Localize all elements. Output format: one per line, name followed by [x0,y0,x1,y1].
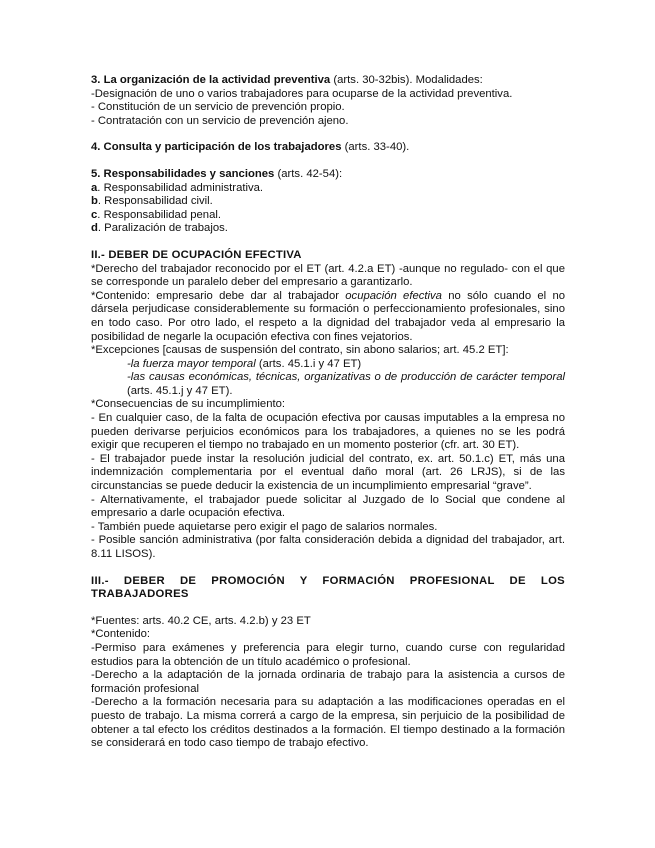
section-iii-heading: III.- DEBER DE PROMOCIÓN Y FORMACIÓN PROFESIONAL DE LOS TRABAJADORES [91,574,565,601]
item-letter: b [91,195,98,208]
section-3-item: -Designación de uno o varios trabajadores para ocuparse de la actividad preventiva. [91,87,513,100]
section-5-rest: (arts. 42-54): [274,167,343,180]
section-4-rest: (arts. 33-40). [341,141,410,154]
exception-item: -la fuerza mayor temporal (arts. 45.1.i y 47 ET) [127,357,362,370]
consequence-item: - También puede aquietarse pero exigir el pago de salarios normales. [91,520,438,533]
section-5-title: 5. Responsabilidades y sanciones [91,167,275,180]
section-3-title: . La organización de la actividad preventiva [97,74,331,86]
section-ii-paragraph: *Derecho del trabajador reconocido por el ET (art. 4.2.a ET) -aunque no regulado- con el que se corresponde un paralelo deber del empresario a garantizarlo. [91,262,565,289]
emphasis: ocupación efectiva [345,289,442,302]
section-3-number: 3 [91,74,98,86]
section-ii-excepciones: *Excepciones [causas de suspensión del contrato, sin abono salarios; art. 45.2 ET]: [91,344,509,357]
section-3-rest: (arts. 30-32bis). Modalidades: [330,74,483,86]
section-3-item: - Contratación con un servicio de prevención ajeno. [91,114,349,127]
section-4-heading [91,141,565,155]
exception-item: -las causas económicas, técnicas, organizativas o de producción de carácter temporal (arts. 45.1.j y 47 ET). [127,371,565,397]
section-3-heading [91,74,565,88]
item-letter: a [91,181,98,194]
consequence-item: - Posible sanción administrativa (por falta consideración debida a dignidad del trabajador, art. 8.11 LISOS). [91,534,565,560]
section-iii-item: -Derecho a la adaptación de la jornada ordinaria de trabajo para la asistencia a cursos de formación profesional [91,669,565,695]
consequence-item: - En cualquier caso, de la falta de ocupación efectiva por causas imputables a la empresa no pueden derivarse perjuicios económicos para los trabajadores, a quienes no se les podrá exigir que recuperen el tiempo no trabajado en un momento posterior (cfr. art. 30 ET). [91,412,565,452]
section-iii-item: -Derecho a la formación necesaria para su adaptación a las modificaciones operadas en el puesto de trabajo. La misma correrá a cargo de la empresa, sin perjuicio de la posibilidad de obtener a tal efecto los créditos destinados a la formación. El tiempo destinado a la formación se considerará en todo caso tiempo de trabajo efectivo. [91,696,565,750]
section-3-item: - Constitución de un servicio de prevención propio. [91,101,345,114]
section-ii-consecuencias: *Consecuencias de su incumplimiento: [91,398,286,411]
section-ii-heading: II.- DEBER DE OCUPACIÓN EFECTIVA [91,248,302,261]
consequence-item: - Alternativamente, el trabajador puede solicitar al Juzgado de lo Social que condene al empresario a darle ocupación efectiva. [91,493,565,520]
section-5-heading [91,168,565,182]
section-iii-item: -Permiso para exámenes y preferencia para elegir turno, cuando curse con regularidad estudios para la obtención de un título académico o profesional. [91,641,565,668]
item-letter: c [91,208,98,221]
section-5-item: c. Responsabilidad penal. [91,208,222,221]
section-iii-fuentes: *Fuentes: arts. 40.2 CE, arts. 4.2.b) y 23 ET [91,614,311,627]
item-letter: d [91,222,98,235]
section-4-title: 4. Consulta y participación de los trabajadores [91,141,342,154]
section-5-item: b. Responsabilidad civil. [91,195,213,208]
section-ii-contenido: *Contenido: empresario debe dar al trabajador ocupación efectiva no sólo cuando el no dársela perjudicase considerablemente su formación o perfeccionamiento profesionales, sino en todo caso. Por otro lado, el respeto a la dignidad del trabajador veda al empresario la posibilidad de negarle la ocupación efectiva con fines vejatorios. [91,289,566,343]
section-iii-contenido: *Contenido: [91,628,151,641]
section-5-item: d. Paralización de trabajos. [91,222,228,235]
consequence-item: - El trabajador puede instar la resolución judicial del contrato, ex. art. 50.1.c) ET, más una indemnización complementaria por el eventual daño moral (art. 26 LRJS), si de las circunstancias se puede deducir la existencia de un incumplimiento empresarial “grave”. [91,452,565,493]
section-5-item: a. Responsabilidad administrativa. [91,181,264,194]
